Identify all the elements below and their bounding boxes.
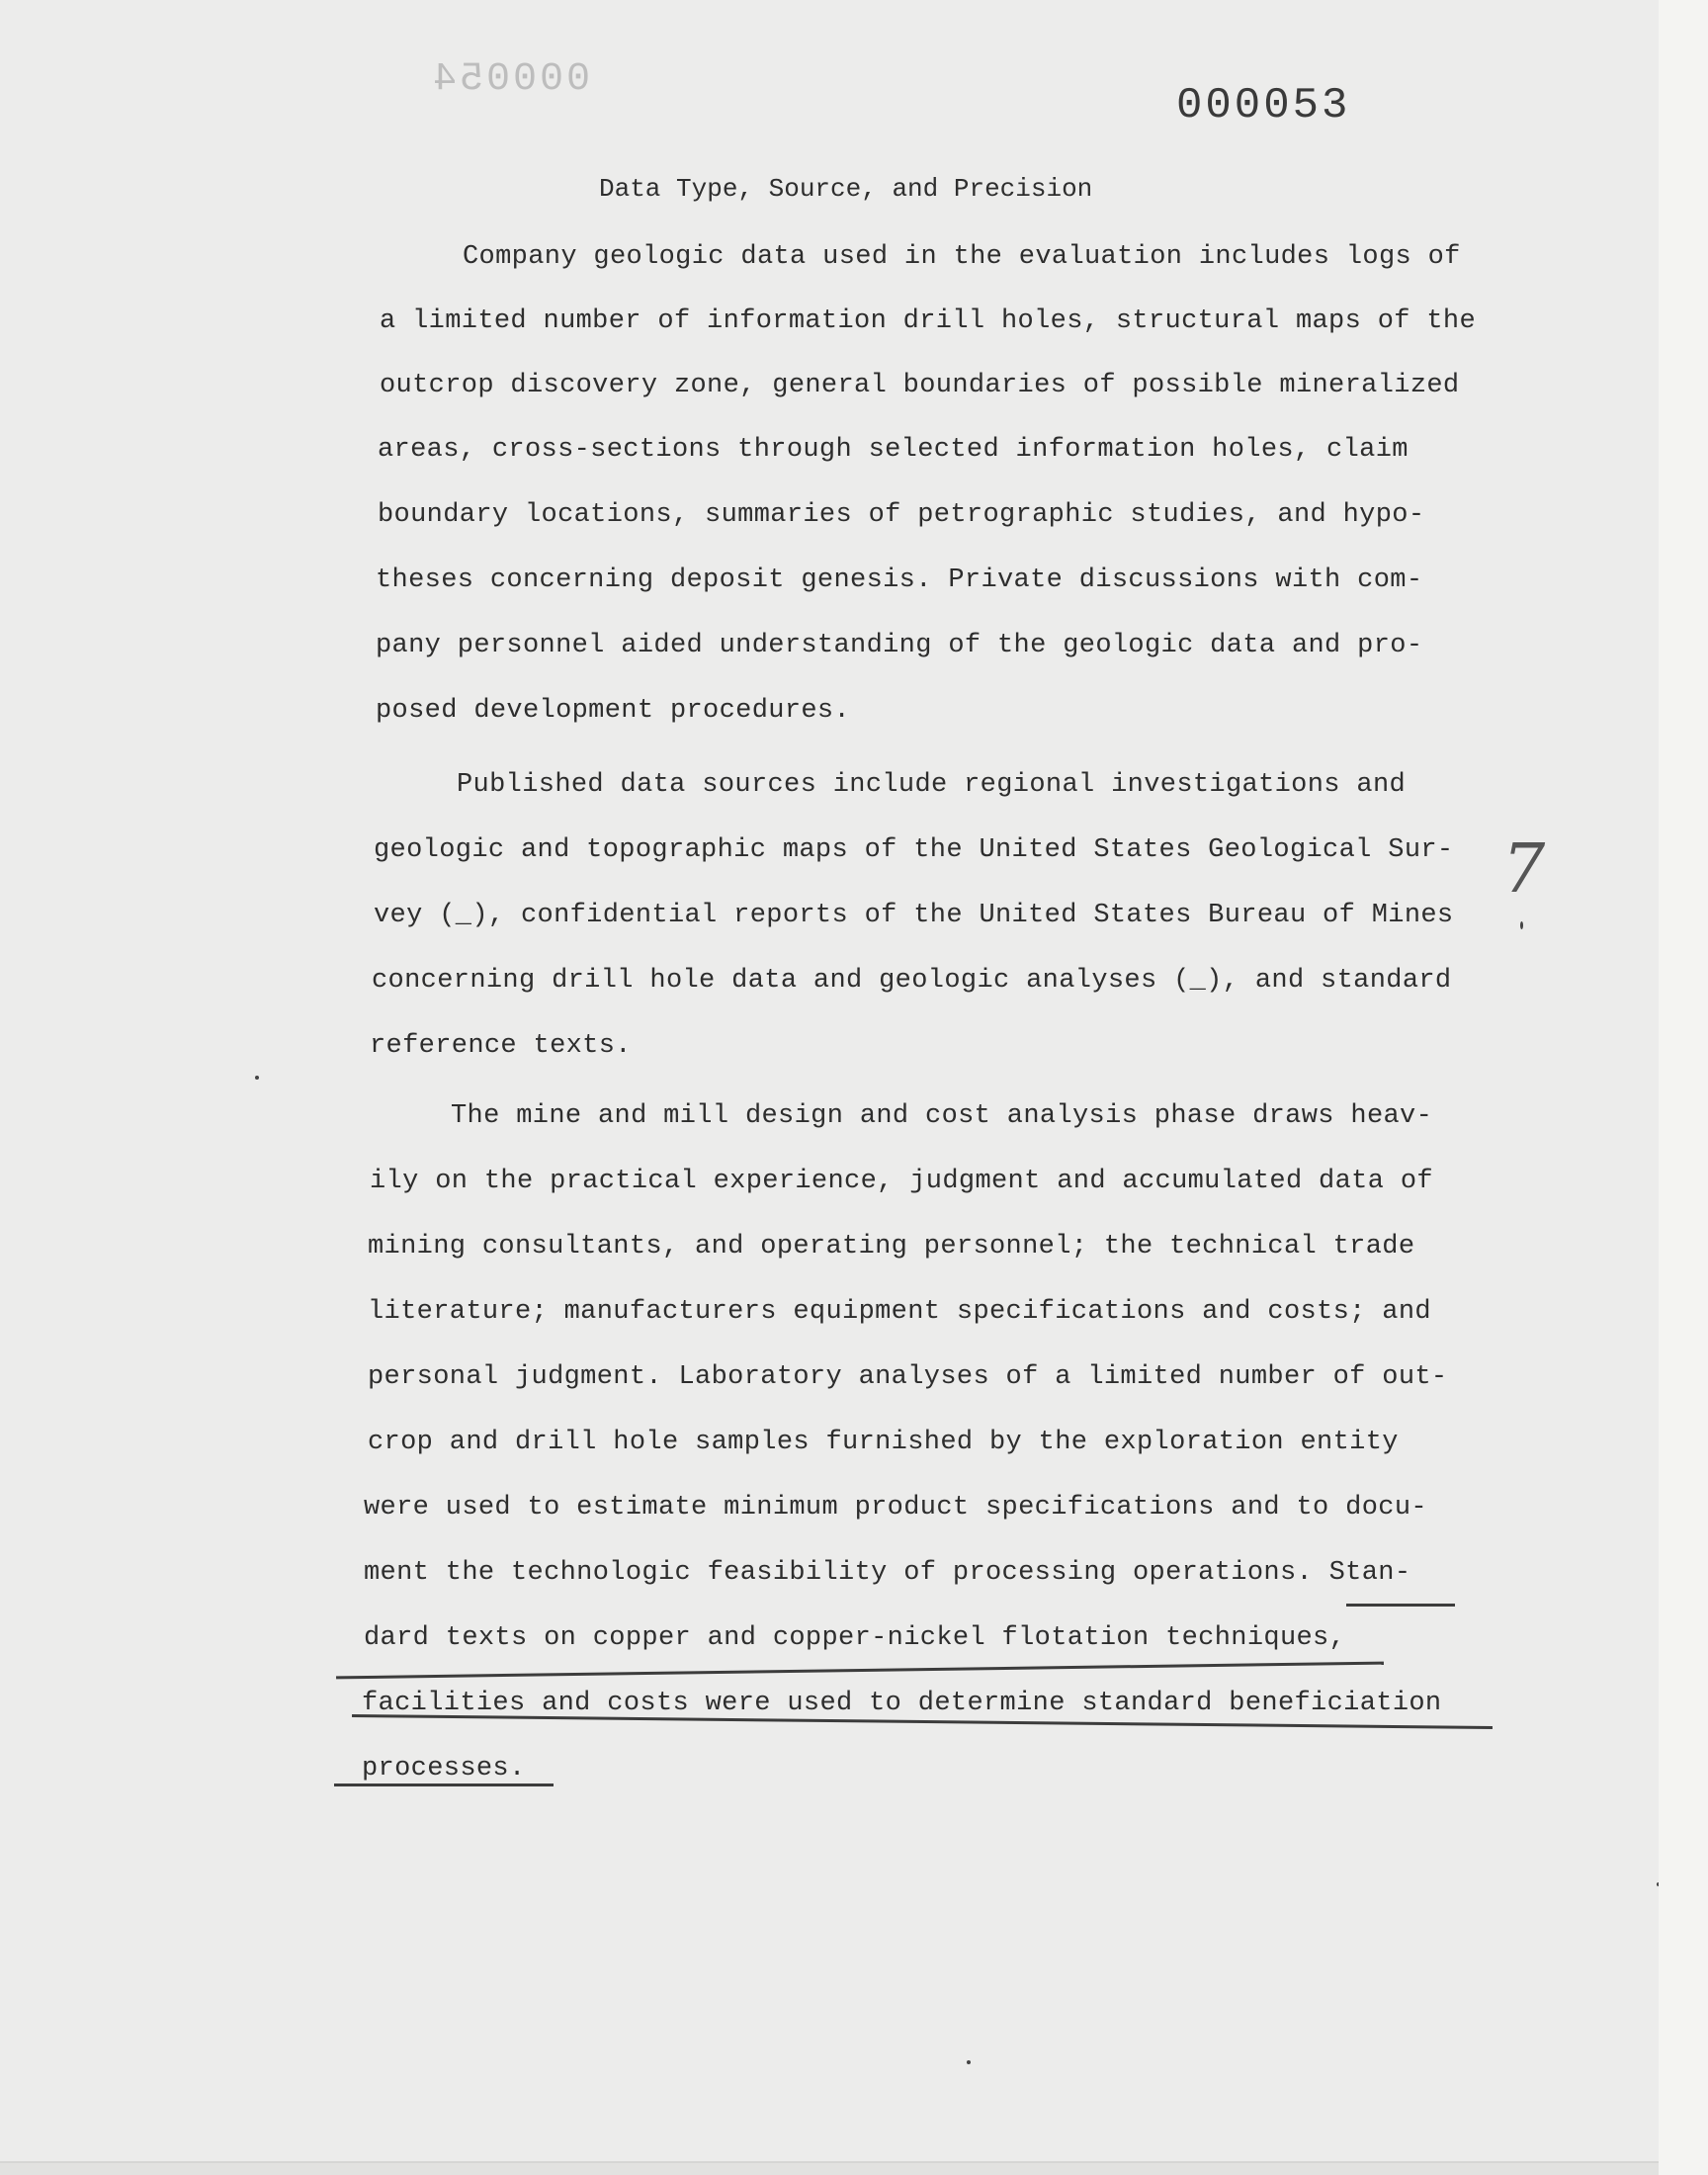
paragraph-line: crop and drill hole samples furnished by the exploration entity — [368, 1428, 1399, 1457]
paragraph-line: personal judgment. Laboratory analyses of a limited number of out- — [368, 1362, 1448, 1392]
faint-bleedthrough-stamp: 000054 — [430, 57, 591, 102]
paragraph-line: were used to estimate minimum product specifications and to docu- — [364, 1493, 1427, 1522]
paragraph-line: dard texts on copper and copper-nickel flotation techniques, — [364, 1623, 1346, 1653]
paragraph-line: posed development procedures. — [376, 696, 851, 726]
paragraph-line: boundary locations, summaries of petrographic studies, and hypo- — [378, 500, 1425, 530]
paragraph-line: ment the technologic feasibility of processing operations. Stan- — [364, 1558, 1411, 1588]
section-title: Data Type, Source, and Precision — [599, 174, 1093, 204]
paragraph-line: geologic and topographic maps of the United States Geological Sur- — [374, 835, 1454, 865]
paragraph-line: The mine and mill design and cost analysis phase draws heav- — [451, 1101, 1433, 1131]
paragraph-line: Published data sources include regional investigations and — [457, 770, 1407, 800]
paragraph-line: reference texts. — [370, 1031, 632, 1061]
scan-border — [1659, 0, 1708, 2175]
scan-speck — [255, 1076, 259, 1080]
paragraph-line: ily on the practical experience, judgment and accumulated data of — [370, 1167, 1433, 1196]
page-number: 000053 — [1176, 81, 1351, 130]
paragraph-line: processes. — [362, 1754, 526, 1784]
scan-speck — [967, 2060, 971, 2064]
paragraph-line: theses concerning deposit genesis. Private discussions with com- — [376, 566, 1423, 595]
paragraph-line: a limited number of information drill holes, structural maps of the — [380, 306, 1477, 336]
paragraph-line: Company geologic data used in the evaluation includes logs of — [463, 242, 1461, 272]
paragraph-line: literature; manufacturers equipment specifications and costs; and — [368, 1297, 1431, 1327]
handwritten-mark: 7 — [1502, 830, 1546, 909]
paragraph-line: areas, cross-sections through selected information holes, claim — [378, 435, 1409, 465]
handdrawn-underline — [334, 1784, 554, 1786]
handdrawn-underline — [336, 1662, 1384, 1680]
paragraph-line: concerning drill hole data and geologic analyses (_), and standard — [372, 966, 1452, 996]
scan-speck — [1520, 921, 1523, 929]
paragraph-line: vey (_), confidential reports of the United States Bureau of Mines — [374, 901, 1454, 930]
paragraph-line: mining consultants, and operating personnel; the technical trade — [368, 1232, 1415, 1262]
handdrawn-underline — [1346, 1604, 1455, 1607]
paragraph-line: facilities and costs were used to determine standard beneficiation — [362, 1689, 1442, 1718]
paragraph-line: pany personnel aided understanding of the geologic data and pro- — [376, 631, 1423, 660]
paragraph-line: outcrop discovery zone, general boundaries of possible mineralized — [380, 371, 1460, 400]
